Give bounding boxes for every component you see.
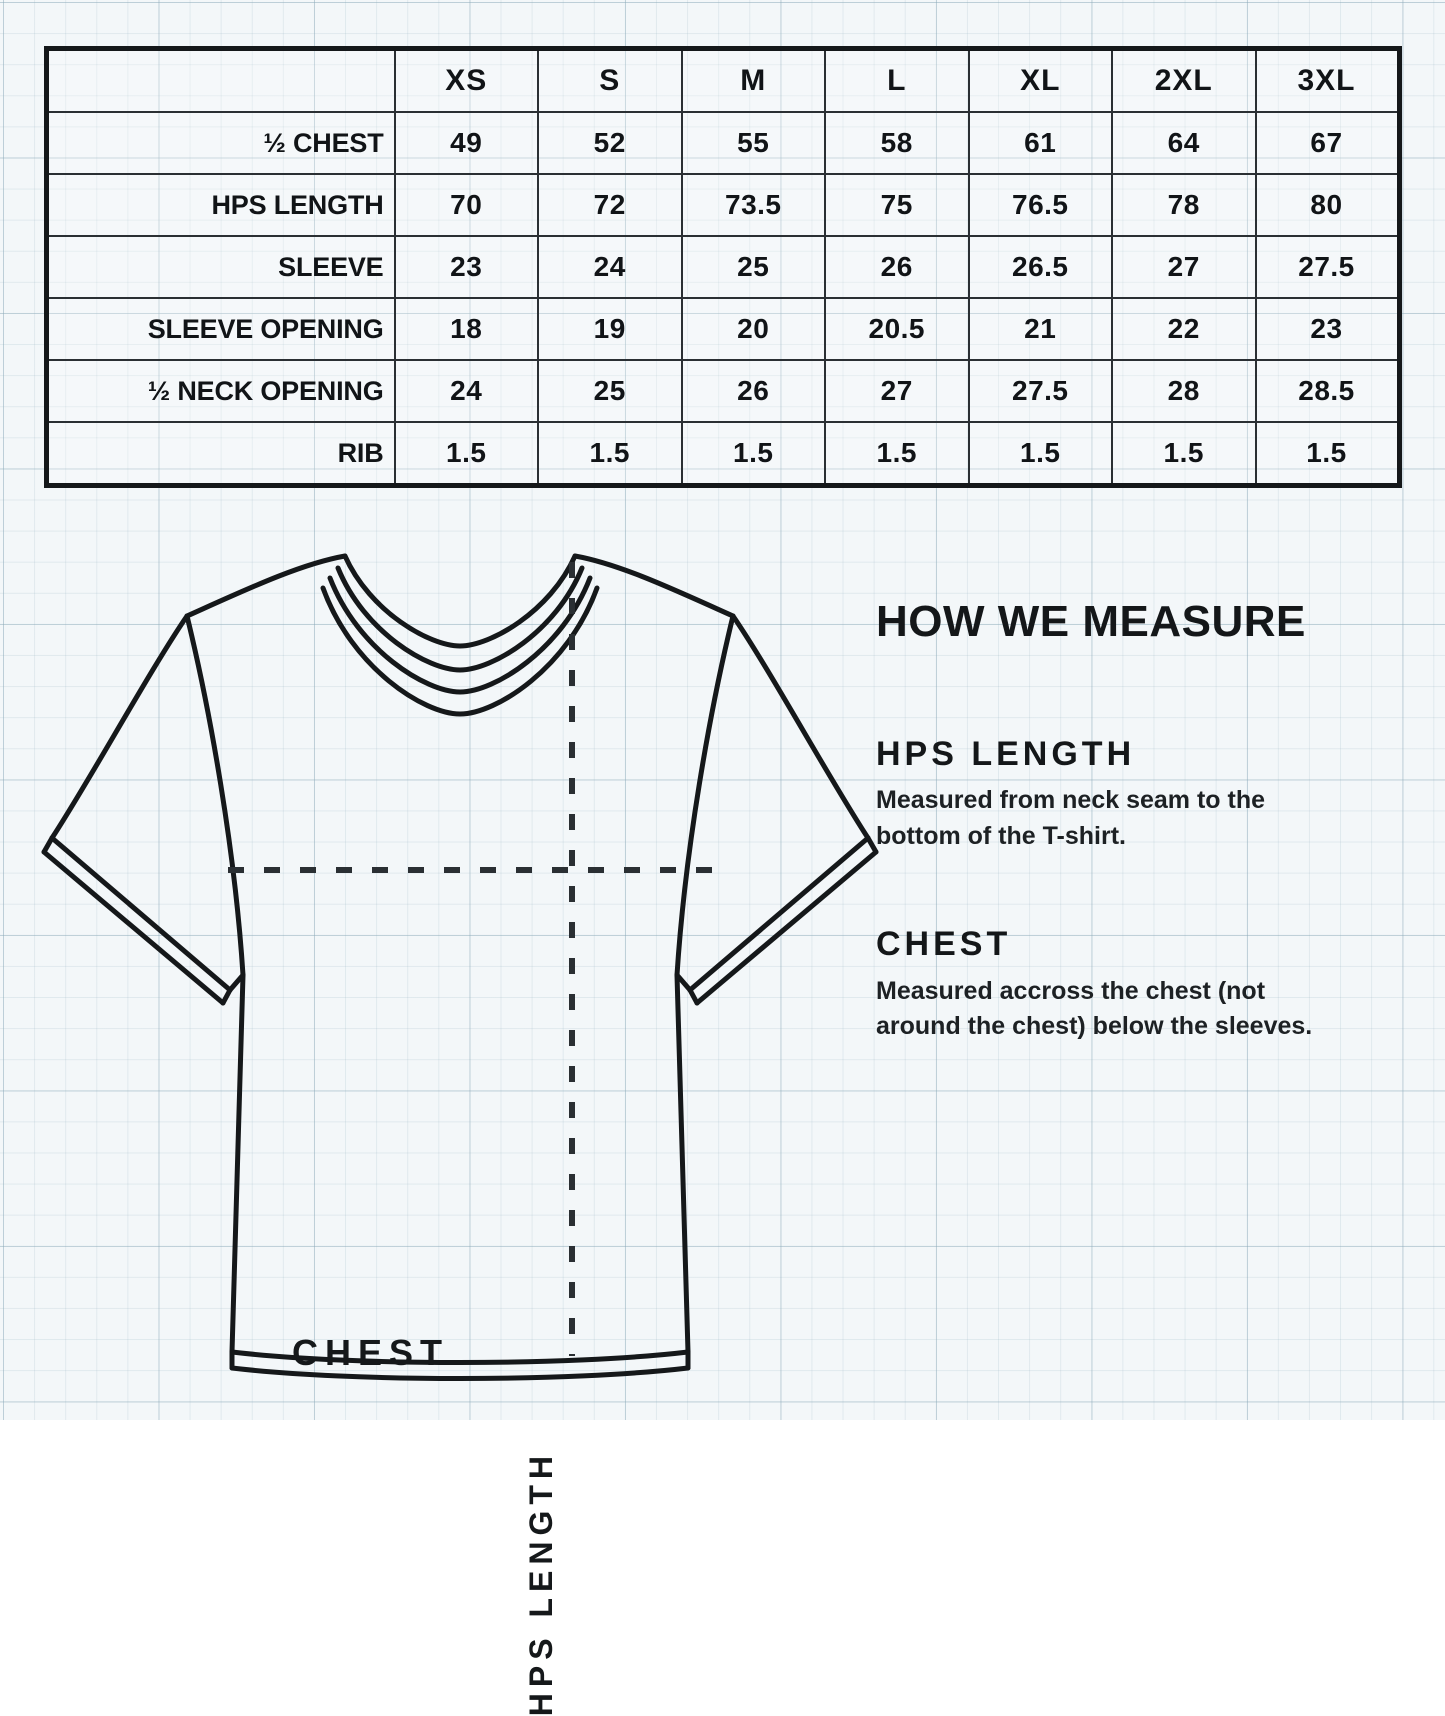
measure-description-hps-length: Measured from neck seam to the bottom of the T-shirt.	[876, 786, 1266, 850]
row-label-sleeve: SLEEVE	[47, 236, 395, 298]
measure-heading-hps-length: HPS LENGTH	[876, 735, 1136, 773]
cell: 20	[682, 298, 826, 360]
how-we-measure-panel	[876, 597, 1396, 1117]
cell: 58	[825, 112, 969, 174]
cell: 70	[395, 174, 539, 236]
size-header-xl: XL	[969, 49, 1113, 113]
measure-heading-chest: CHEST	[876, 925, 1012, 964]
cell: 18	[395, 298, 539, 360]
chest-label: CHEST	[292, 1332, 450, 1373]
table-row	[47, 236, 1400, 298]
how-we-measure-title: HOW WE MEASURE	[876, 597, 1306, 646]
table-header	[47, 49, 1400, 113]
tshirt-diagram	[30, 520, 850, 1716]
cell: 26	[682, 360, 826, 422]
cell: 1.5	[395, 422, 539, 486]
table-row	[47, 112, 1400, 174]
row-label-half-chest: ½ CHEST	[47, 112, 395, 174]
cell: 19	[538, 298, 682, 360]
cell: 25	[538, 360, 682, 422]
row-label-sleeve-opening: SLEEVE OPENING	[47, 298, 395, 360]
table-header-row	[47, 49, 1400, 113]
cell: 27.5	[1256, 236, 1400, 298]
cell: 1.5	[1256, 422, 1400, 486]
table-row	[47, 174, 1400, 236]
size-header-xs: XS	[395, 49, 539, 113]
cell: 24	[538, 236, 682, 298]
cell: 28	[1112, 360, 1256, 422]
cell: 55	[682, 112, 826, 174]
table-corner-cell	[47, 49, 395, 113]
cell: 1.5	[538, 422, 682, 486]
cell: 1.5	[1112, 422, 1256, 486]
tshirt-illustration-icon	[30, 520, 850, 1410]
cell: 27	[1112, 236, 1256, 298]
table-row	[47, 422, 1400, 486]
cell: 76.5	[969, 174, 1113, 236]
row-label-hps-length: HPS LENGTH	[47, 174, 395, 236]
cell: 52	[538, 112, 682, 174]
size-chart-table	[44, 46, 1402, 488]
hps-length-label: HPS LENGTH	[523, 1450, 559, 1716]
measure-description-chest: Measured accross the chest (not around the chest) below the sleeves.	[876, 976, 1313, 1041]
cell: 23	[1256, 298, 1400, 360]
table-row	[47, 360, 1400, 422]
measure-block-chest	[876, 926, 1396, 1044]
table-row	[47, 298, 1400, 360]
cell: 20.5	[825, 298, 969, 360]
cell: 22	[1112, 298, 1256, 360]
cell: 26.5	[969, 236, 1113, 298]
size-header-l: L	[825, 49, 969, 113]
cell: 27	[825, 360, 969, 422]
cell: 21	[969, 298, 1113, 360]
cell: 23	[395, 236, 539, 298]
cell: 49	[395, 112, 539, 174]
cell: 80	[1256, 174, 1400, 236]
cell: 61	[969, 112, 1113, 174]
size-header-3xl: 3XL	[1256, 49, 1400, 113]
size-header-m: M	[682, 49, 826, 113]
row-label-rib: RIB	[47, 422, 395, 486]
cell: 24	[395, 360, 539, 422]
cell: 64	[1112, 112, 1256, 174]
cell: 1.5	[969, 422, 1113, 486]
size-header-2xl: 2XL	[1112, 49, 1256, 113]
measure-block-hps-length	[876, 736, 1396, 854]
cell: 1.5	[825, 422, 969, 486]
cell: 25	[682, 236, 826, 298]
cell: 1.5	[682, 422, 826, 486]
table-body	[47, 112, 1400, 486]
cell: 78	[1112, 174, 1256, 236]
cell: 27.5	[969, 360, 1113, 422]
cell: 28.5	[1256, 360, 1400, 422]
cell: 72	[538, 174, 682, 236]
cell: 73.5	[682, 174, 826, 236]
cell: 75	[825, 174, 969, 236]
row-label-half-neck-opening: ½ NECK OPENING	[47, 360, 395, 422]
size-header-s: S	[538, 49, 682, 113]
cell: 67	[1256, 112, 1400, 174]
cell: 26	[825, 236, 969, 298]
